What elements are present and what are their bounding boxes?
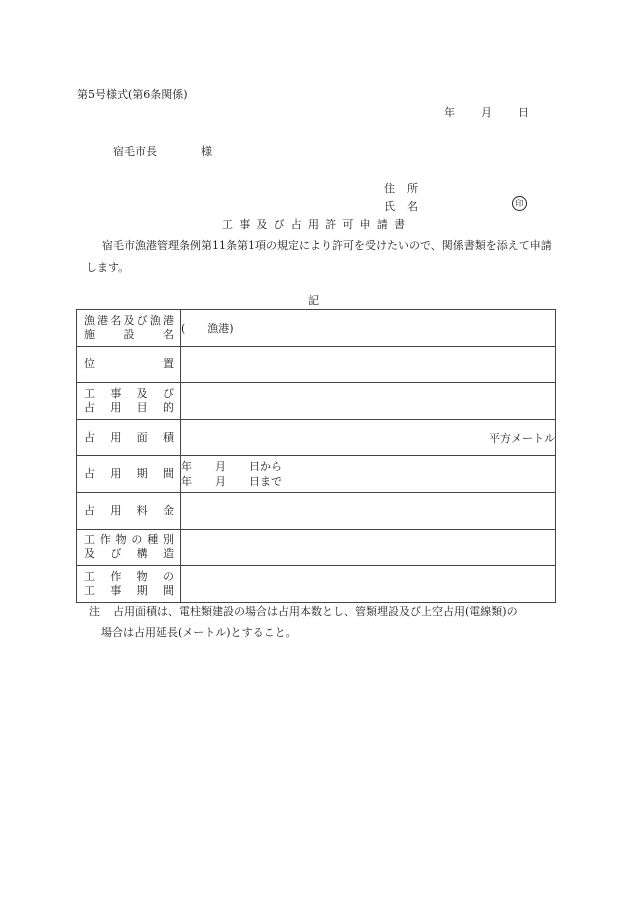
document-title: 工事及び占用許可申請書	[222, 218, 412, 231]
row-label: 工 作 物 の 種 別 及 び 構 造	[77, 529, 181, 566]
row-value-field[interactable]: 平方メートル	[181, 419, 556, 456]
row-value-field[interactable]: 年 月 日から 年 月 日まで	[181, 456, 556, 493]
addressee-honorific: 様	[201, 145, 212, 158]
seal-mark: 印	[512, 196, 527, 211]
date-month: 月	[481, 106, 492, 119]
table-row	[77, 310, 556, 347]
row-label: 占 用 料 金	[77, 492, 181, 529]
intro-paragraph: 宿毛市漁港管理条例第11条第1項の規定により許可を受けたいので、関係書類を添えて申請します。	[86, 239, 552, 274]
table-row	[77, 346, 556, 383]
addressee-name: 宿毛市長	[113, 145, 157, 158]
date-day: 日	[518, 106, 529, 119]
row-value-field[interactable]: ( 漁港)	[181, 310, 556, 347]
table-row	[77, 566, 556, 603]
table-row	[77, 419, 556, 456]
row-value-field[interactable]	[181, 492, 556, 529]
applicant-address-label: 住 所	[384, 182, 418, 195]
ki-heading: 記	[308, 294, 319, 307]
table-row	[77, 383, 556, 420]
note-line-2: 場合は占用延長(メートル)とすること。	[101, 626, 297, 639]
row-label: 占 用 面 積	[77, 419, 181, 456]
row-label: 工 作 物 の 工 事 期 間	[77, 566, 181, 603]
row-label: 工 事 及 び 占 用 目 的	[77, 383, 181, 420]
application-table	[76, 309, 556, 603]
date-line	[444, 104, 529, 120]
date-year: 年	[444, 106, 455, 119]
form-number-label: 第5号様式(第6条関係)	[77, 88, 188, 101]
row-label: 漁 港 名 及 び 漁 港 施 設 名	[77, 310, 181, 347]
note-heading: 注	[89, 605, 100, 618]
row-value-field[interactable]	[181, 529, 556, 566]
note-line-1: 占用面積は、電柱類建設の場合は占用本数とし、管類埋設及び上空占用(電線類)の	[113, 605, 518, 618]
row-label: 占 用 期 間	[77, 456, 181, 493]
table-row	[77, 529, 556, 566]
row-value-field[interactable]	[181, 566, 556, 603]
applicant-name-label: 氏 名	[384, 200, 418, 213]
row-value-field[interactable]	[181, 383, 556, 420]
table-row	[77, 456, 556, 493]
table-row	[77, 492, 556, 529]
row-value-field[interactable]	[181, 346, 556, 383]
row-label: 位 置	[77, 346, 181, 383]
addressee	[113, 143, 212, 159]
